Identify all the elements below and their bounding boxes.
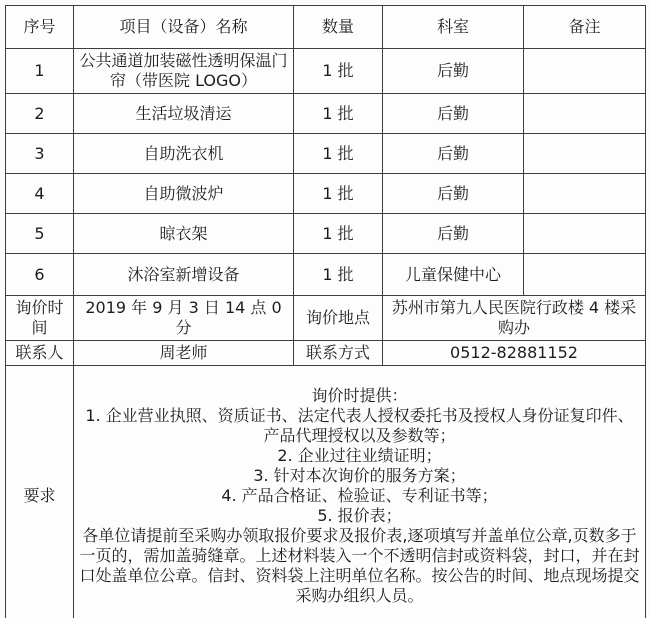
requirements-label: 要求 — [6, 366, 74, 618]
requirements-line: 各单位请提前至采购办领取报价要求及报价表,逐项填写并盖单位公章,页数多于一页的，需加盖骑缝章。上述材料装入一个不透明信封或资料袋，封口，并在封口处盖单位公章。信封、资料袋上注明单位名称。按公告的时间、地点现场提交采购办组织人员。 — [79, 526, 640, 605]
cell-serial: 4 — [6, 174, 74, 214]
column-header-department: 科室 — [383, 6, 524, 49]
requirements-row — [6, 366, 646, 618]
table-row — [6, 254, 646, 296]
cell-serial: 5 — [6, 214, 74, 254]
cell-quantity: 1 批 — [294, 174, 383, 214]
cell-serial: 2 — [6, 94, 74, 134]
cell-quantity: 1 批 — [294, 134, 383, 174]
cell-department: 后勤 — [383, 94, 524, 134]
contact-person-value: 周老师 — [74, 341, 294, 366]
cell-department: 儿童保健中心 — [383, 254, 524, 296]
cell-quantity: 1 批 — [294, 94, 383, 134]
requirements-line: 3. 针对本次询价的服务方案； — [253, 466, 466, 485]
column-header-serial: 序号 — [6, 6, 74, 49]
cell-department: 后勤 — [383, 174, 524, 214]
table-row — [6, 94, 646, 134]
inquiry-row — [6, 296, 646, 341]
cell-item-name: 晾衣架 — [74, 214, 294, 254]
cell-remark — [524, 214, 646, 254]
requirements-line: 2. 企业过往业绩证明； — [277, 446, 442, 465]
column-header-quantity: 数量 — [294, 6, 383, 49]
cell-item-name: 自助微波炉 — [74, 174, 294, 214]
requirements-line: 1. 企业营业执照、资质证书、法定代表人授权委托书及授权人身份证复印件、产品代理授权以及参数等； — [85, 406, 634, 445]
contact-method-value: 0512-82881152 — [383, 341, 646, 366]
cell-quantity: 1 批 — [294, 254, 383, 296]
cell-serial: 1 — [6, 49, 74, 94]
cell-serial: 6 — [6, 254, 74, 296]
cell-department: 后勤 — [383, 49, 524, 94]
inquiry-place-value: 苏州市第九人民医院行政楼 4 楼采购办 — [383, 296, 646, 341]
cell-item-name: 生活垃圾清运 — [74, 94, 294, 134]
cell-remark — [524, 254, 646, 296]
requirements-line: 4. 产品合格证、检验证、专利证书等； — [221, 486, 498, 505]
table-row — [6, 134, 646, 174]
column-header-item-name: 项目（设备）名称 — [74, 6, 294, 49]
cell-quantity: 1 批 — [294, 49, 383, 94]
cell-department: 后勤 — [383, 214, 524, 254]
inquiry-place-label: 询价地点 — [294, 296, 383, 341]
cell-department: 后勤 — [383, 134, 524, 174]
requirements-line: 5. 报价表； — [317, 506, 402, 525]
cell-item-name: 沐浴室新增设备 — [74, 254, 294, 296]
cell-remark — [524, 94, 646, 134]
contact-person-label: 联系人 — [6, 341, 74, 366]
cell-item-name: 公共通道加装磁性透明保温门帘（带医院 LOGO） — [74, 49, 294, 94]
requirements-line: 询价时提供： — [311, 386, 408, 405]
requirements-content — [74, 366, 646, 618]
cell-remark — [524, 49, 646, 94]
contact-method-label: 联系方式 — [294, 341, 383, 366]
column-header-remark: 备注 — [524, 6, 646, 49]
table-row — [6, 49, 646, 94]
cell-remark — [524, 134, 646, 174]
cell-serial: 3 — [6, 134, 74, 174]
inquiry-time-label: 询价时间 — [6, 296, 74, 341]
cell-quantity: 1 批 — [294, 214, 383, 254]
table-header-row — [6, 6, 646, 49]
cell-remark — [524, 174, 646, 214]
inquiry-time-value: 2019 年 9 月 3 日 14 点 0 分 — [74, 296, 294, 341]
table-row — [6, 214, 646, 254]
table-row — [6, 174, 646, 214]
procurement-table — [5, 5, 646, 618]
cell-item-name: 自助洗衣机 — [74, 134, 294, 174]
contact-row — [6, 341, 646, 366]
